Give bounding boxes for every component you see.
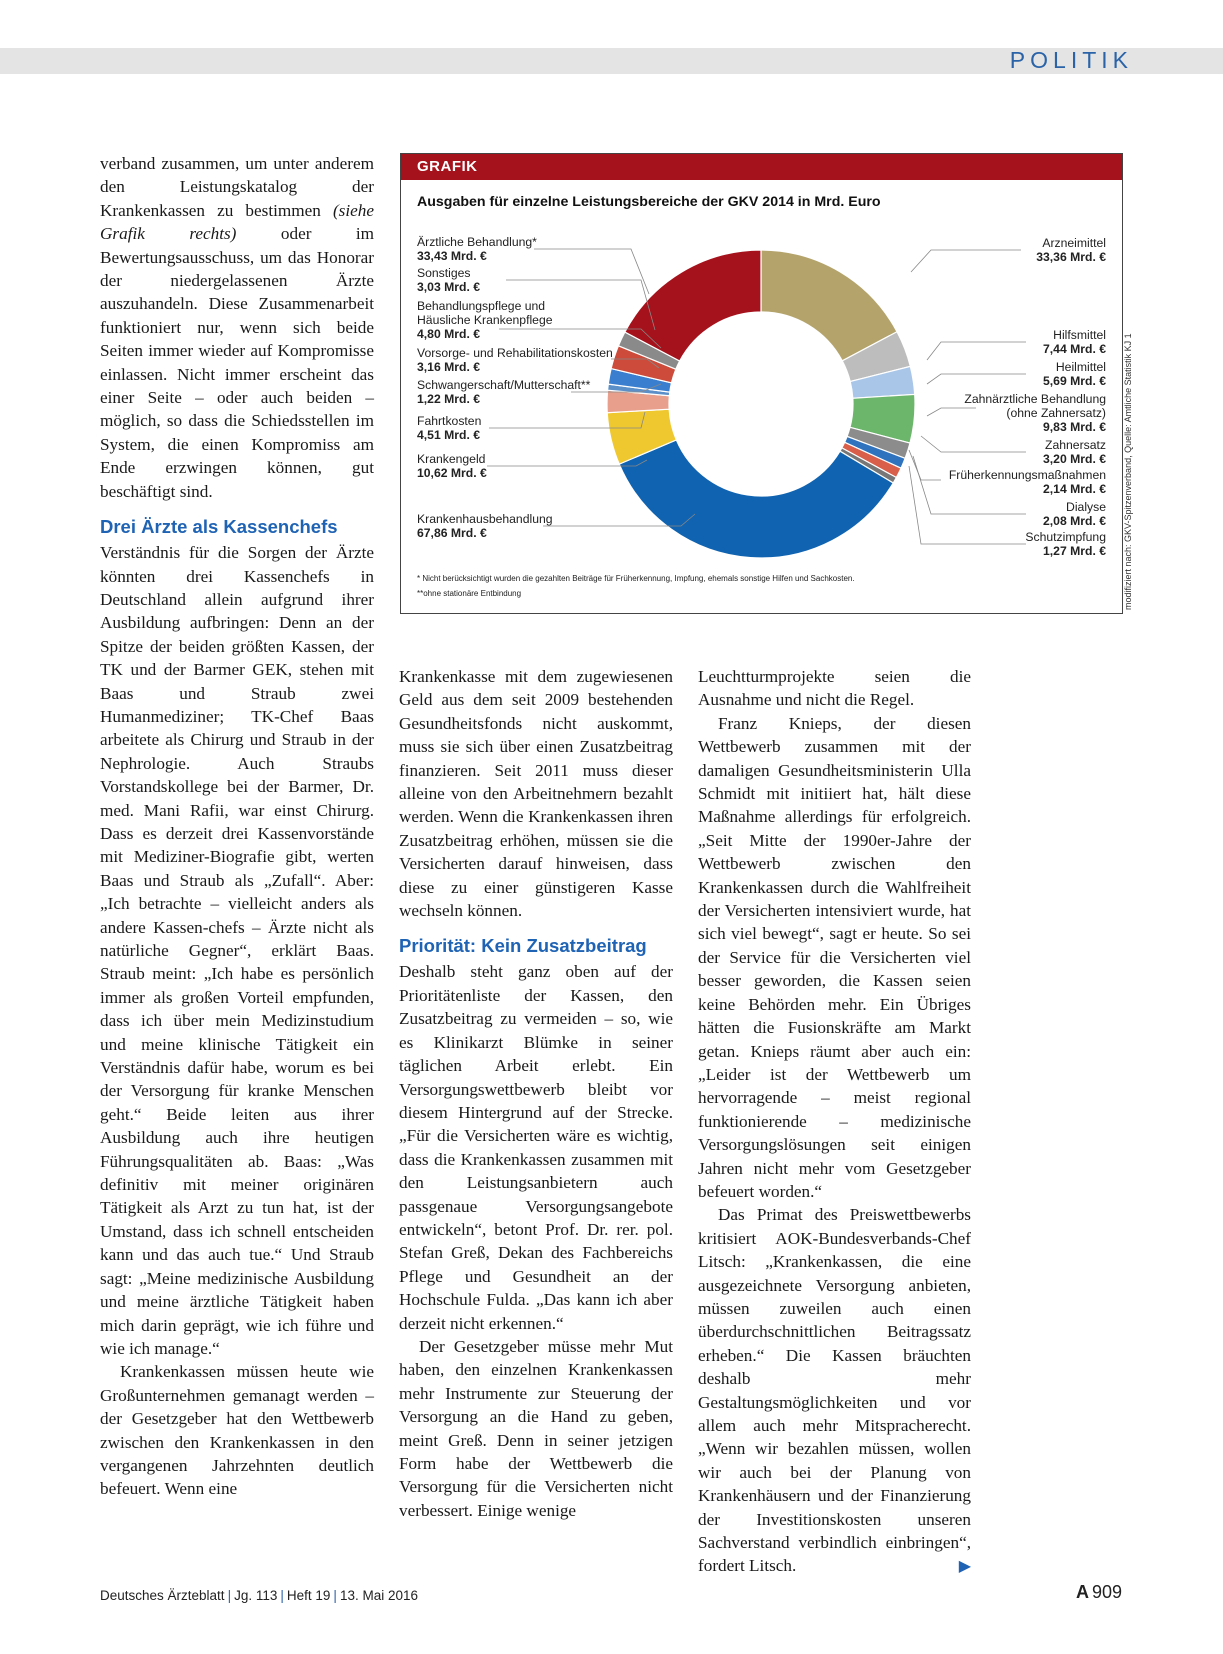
- label-fahrtkosten: Fahrtkosten 4,51 Mrd. €: [417, 414, 482, 442]
- journal-issue: Heft 19: [286, 1588, 331, 1603]
- journal-date: 13. Mai 2016: [339, 1588, 418, 1603]
- leader-line: [927, 342, 1026, 360]
- paragraph: Der Gesetzgeber müsse mehr Mut haben, den einzelnen Krankenkassen mehr Instrumente zur Steuerung der Versorgung an die Hand zu geben, meint Greß. Denn in seiner jetzigen Form habe der Wettbewerb die Versorgung für die Versicherten nicht verbessert. Einige wenige: [399, 1336, 673, 1520]
- subheading: Drei Ärzte als Kassenchefs: [100, 516, 338, 538]
- label-aerztliche-behandlung: Ärztliche Behandlung* 33,43 Mrd. €: [417, 235, 537, 263]
- paragraph: Krankenkasse mit dem zugewiesenen Geld aus dem seit 2009 bestehenden Gesundheitsfonds nicht auskommt, muss sie sich über einen Zusatzbeitrag finanzieren. Seit 2011 muss dieser alleine von den Arbeitnehmern bezahlt werden. Wenn die Krankenkassen ihren Zusatzbeitrag erhöhen, müssen sie die Versicherten darauf hinweisen, dass diese zu einer günstigeren Kasse wechseln können.: [399, 667, 673, 921]
- continue-arrow-icon: ▶: [958, 1556, 971, 1576]
- grafik-badge: GRAFIK: [401, 154, 1122, 180]
- leader-line: [927, 374, 1026, 384]
- label-schutzimpfung: Schutzimpfung 1,27 Mrd. €: [1025, 530, 1106, 558]
- label-zahnaerztliche-behandlung: Zahnärztliche Behandlung (ohne Zahnersatz) 9,83 Mrd. €: [964, 392, 1106, 434]
- journal-volume: Jg. 113: [234, 1588, 278, 1603]
- article-column-2: [399, 665, 673, 1522]
- label-schwangerschaft: Schwangerschaft/Mutterschaft** 1,22 Mrd. €: [417, 378, 591, 406]
- leader-line: [911, 250, 1021, 272]
- label-dialyse: Dialyse 2,08 Mrd. €: [1043, 500, 1106, 528]
- page-footer: Deutsches Ärzteblatt | Jg. 113 | Heft 19 | 13. Mai 2016: [100, 1588, 418, 1603]
- paragraph: Verständnis für die Sorgen der Ärzte könnten drei Kassenchefs in Deutschland allein aufgrund ihrer Ausbildung aufbringen: Denn an der Spitze der beiden größten Kassen, der TK und der Barmer GEK, stehen mit Baas und Straub zwei Humanmediziner; TK-Chef Baas arbeitete als Chirurg und Straub in der Nephrologie. Auch Straubs Vorstandskollege bei der Barmer, Dr. med. Mani Rafii, war einst Chirurg. Dass es derzeit drei Kassenvorstände mit Mediziner-Biografie gibt, werten Baas und Straub als „Zufall“. Aber: „Ich betrachte – vielleicht anders als andere Kassen-chefs – Ärzte nicht als natürliche Gegner“, erklärt Baas. Straub meint: „Ich habe es persönlich immer als großen Vorteil empfunden, dass ich über mein Medizinstudium und meine klinische Tätigkeit ein Verständnis dafür habe, worum es bei der Versorgung für kranke Menschen geht.“ Beide leiten aus ihrer Ausbildung auch ihre heutigen Führungsqualitäten ab. Baas: „Was definitiv mit meiner originären Tätigkeit als Arzt zu tun hat, ist der Umstand, dass ich schnell entscheiden kann und das auch tue.“ Und Straub sagt: „Meine medizinische Ausbildung und meine ärztliche Tätigkeit haben mich darin geprägt, wie ich führe und wie ich manage.“: [100, 543, 374, 1358]
- label-arzneimittel: Arzneimittel 33,36 Mrd. €: [1036, 236, 1106, 264]
- paragraph: Deshalb steht ganz oben auf der Prioritätenliste der Kassen, den Zusatzbeitrag zu vermeiden – so, wie es Klinikarzt Blümke in seiner täglichen Arbeit erlebt. Ein Versorgungswettbewerb bleibt vor diesem Hintergrund auf der Strecke. „Für die Versicherten wäre es wichtig, dass die Krankenkassen zusammen mit den Leistungsanbietern auch passgenaue Versorgungsangebote entwickeln“, betont Prof. Dr. rer. pol. Stefan Greß, Dekan des Fachbereichs Pflege und Gesundheit an der Hochschule Fulda. „Das kann ich aber derzeit nicht erkennen.“: [399, 962, 673, 1333]
- paragraph: Krankenkassen müssen heute wie Großunternehmen gemanagt werden – der Gesetzgeber hat den Wettbewerb zwischen den Krankenkassen in den vergangenen Jahrzehnten deutlich befeuert. Wenn eine: [100, 1362, 374, 1499]
- leader-line: [534, 249, 649, 294]
- section-label: POLITIK: [1009, 47, 1133, 73]
- label-krankengeld: Krankengeld 10,62 Mrd. €: [417, 452, 487, 480]
- paragraph: Leuchtturmprojekte seien die Ausnahme und nicht die Regel.: [698, 667, 971, 710]
- label-behandlungspflege: Behandlungspflege und Häusliche Krankenpflege 4,80 Mrd. €: [417, 299, 553, 341]
- label-krankenhausbehandlung: Krankenhausbehandlung 67,86 Mrd. €: [417, 512, 553, 540]
- label-zahnersatz: Zahnersatz 3,20 Mrd. €: [1043, 438, 1106, 466]
- leader-line: [921, 436, 1026, 452]
- article-column-3: [698, 665, 971, 1578]
- label-hilfsmittel: Hilfsmittel 7,44 Mrd. €: [1043, 328, 1106, 356]
- paragraph: Das Primat des Preiswettbewerbs kritisiert AOK-Bundesverbands-Chef Litsch: „Krankenkassen, die eine ausgezeichnete Versorgung anbieten, müssen zuweilen auch einen überdurchschnittlichen Beitragssatz erheben.“ Die Kassen bräuchten deshalb mehr Gestaltungsmöglichkeiten und vor allem auch mehr Mitspracherecht. „Wenn wir bezahlen müssen, wollen wir auch bei der Planung von Krankenhäusern und der Finanzierung der Investitionskosten unseren Sachverstand verbindlich einbringen“, fordert Litsch. ▶: [698, 1205, 971, 1576]
- grafik-source-credit: modifiziert nach: GKV-Spitzenverband, Quelle: Amtliche Statistik KJ 1: [1123, 333, 1133, 610]
- article-column-1: [100, 152, 374, 1501]
- label-vorsorge-reha: Vorsorge- und Rehabilitationskosten 3,16 Mrd. €: [417, 346, 613, 374]
- label-heilmittel: Heilmittel 5,69 Mrd. €: [1043, 360, 1106, 388]
- grafik-footnote-2: **ohne stationäre Entbindung: [417, 589, 522, 598]
- label-frueherkennung: Früherkennungsmaßnahmen 2,14 Mrd. €: [948, 468, 1106, 496]
- grafik-title: Ausgaben für einzelne Leistungsbereiche der GKV 2014 in Mrd. Euro: [417, 194, 881, 210]
- journal-name: Deutsches Ärzteblatt: [100, 1588, 225, 1603]
- grafik-box: [400, 153, 1123, 614]
- subheading: Priorität: Kein Zusatzbeitrag: [399, 935, 647, 957]
- paragraph: verband zusammen, um unter anderem den Leistungskatalog der Krankenkassen zu bestimmen (siehe Grafik rechts) oder im Bewertungsausschuss, um das Honorar der niedergelassenen Ärzte auszuhandeln. Diese Zusammenarbeit funktioniert nur, wenn sich beide Seiten immer wieder auf Kompromisse einlassen. Nicht immer erscheint das einer Seite – oder auch beiden – möglich, so dass die Schiedsstellen im System, die einen Kompromiss am Ende erzwingen können, gut beschäftigt sind.: [100, 154, 375, 501]
- label-sonstiges: Sonstiges 3,03 Mrd. €: [417, 266, 480, 294]
- leader-line: [909, 450, 941, 480]
- page-number: A 909: [1075, 1582, 1122, 1602]
- paragraph: Franz Knieps, der diesen Wettbewerb zusammen mit der damaligen Gesundheitsministerin Ulla Schmidt mit initiiert hat, hält diese Maßnahme allerdings für erfolgreich. „Seit Mitte der 1990er-Jahre der Wettbewerb zwischen den Krankenkassen durch die Wahlfreiheit der Versicherten intensiviert wurde, hat sich viel bewegt“, sagt er heute. So sei der Service für die Versicherten viel besser geworden, die Kassen seien keine Behörden mehr. Ein Übriges hätten die Fusionskräfte am Markt getan. Knieps räumt aber auch ein: „Leider ist der Wettbewerb um hervorragende – meist regional funktionierende – medizinische Versorgungslösungen seit einigen Jahren nicht mehr vom Gesetzgeber befeuert worden.“: [698, 713, 971, 1201]
- grafik-footnote-1: * Nicht berücksichtigt wurden die gezahlten Beiträge für Früherkennung, Impfung, ehemals sonstige Hilfen und Sachkosten.: [417, 574, 855, 583]
